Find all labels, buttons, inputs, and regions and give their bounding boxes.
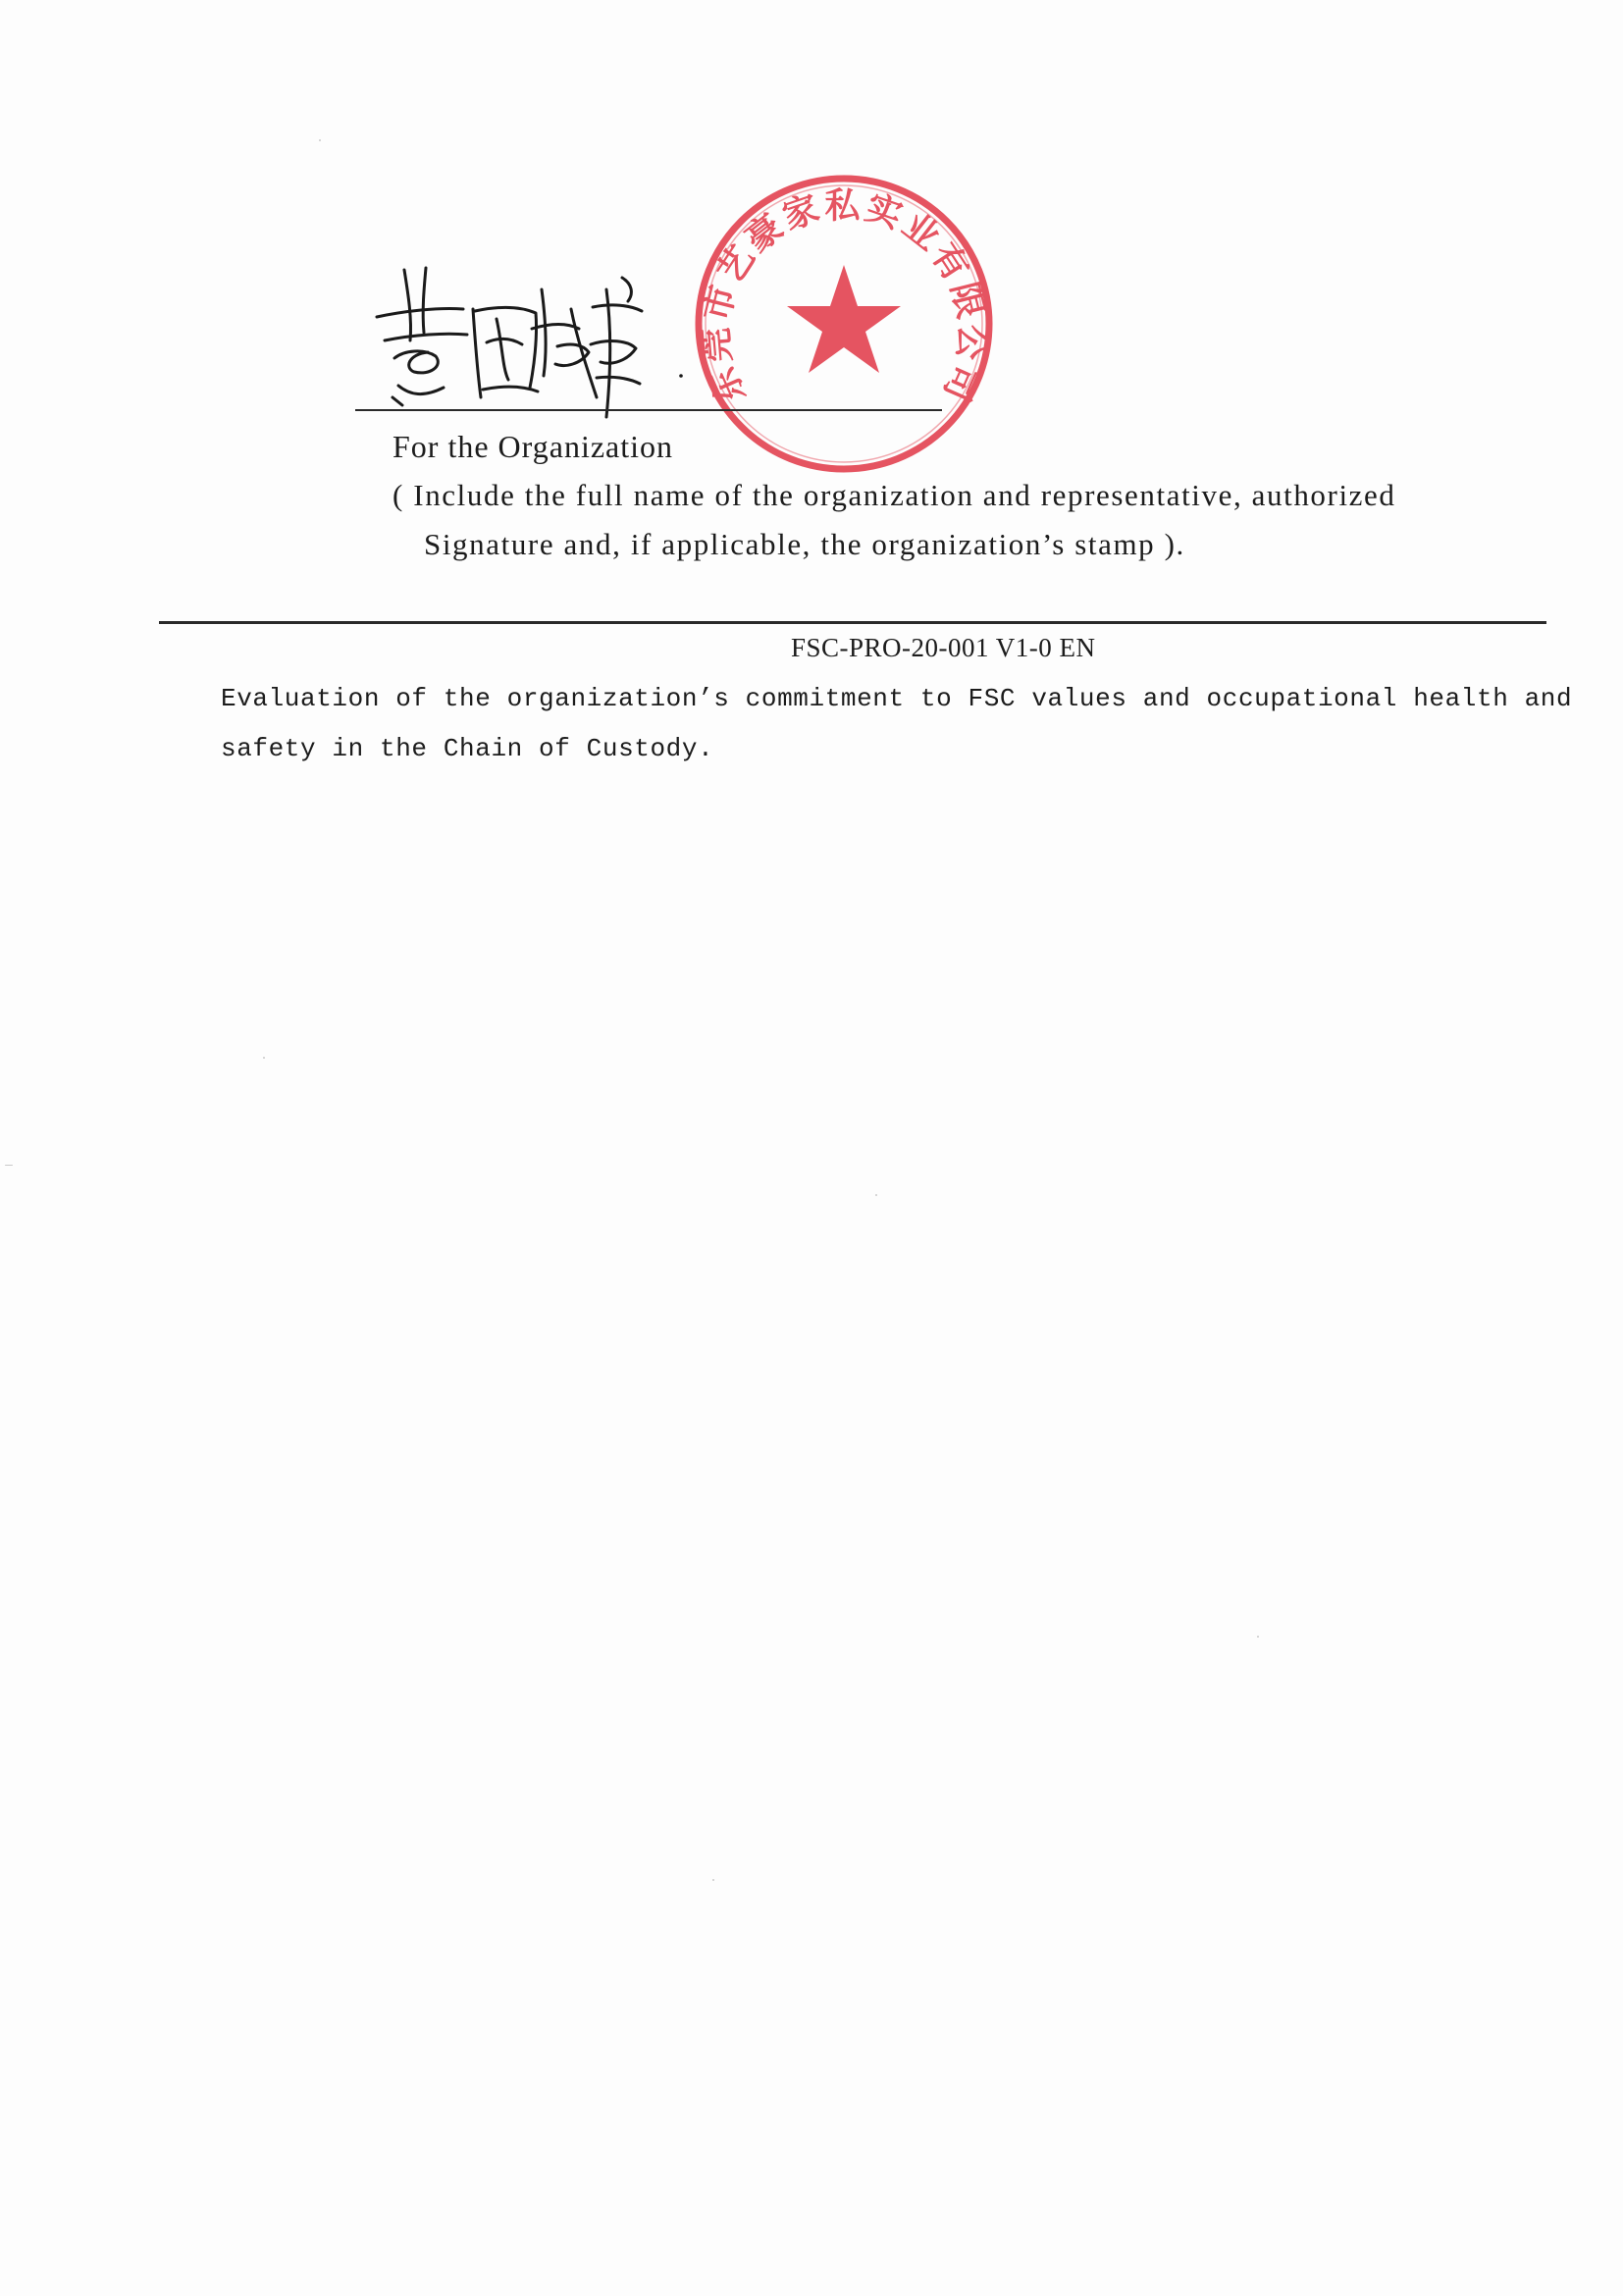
signature-instruction-line-2: Signature and, if applicable, the organization’s stamp ). [424,527,1185,561]
scan-speck [263,1057,265,1059]
scan-speck [319,139,321,141]
handwritten-signature [365,250,689,422]
scan-speck [5,1165,13,1166]
document-title-line-2: safety in the Chain of Custody. [221,734,714,763]
footer-separator-rule [159,621,1546,624]
scan-speck [712,1879,714,1881]
document-code: FSC-PRO-20-001 V1-0 EN [791,633,1096,662]
for-organization-label: For the Organization [393,429,674,464]
svg-text:东莞市艺豪家私实业有限公司: 东莞市艺豪家私实业有限公司 [695,185,993,410]
company-stamp [687,167,1001,481]
signature-line [355,409,942,411]
scan-speck [1257,1636,1259,1638]
document-title-line-1: Evaluation of the organization’s commitment to FSC values and occupational health and [221,684,1573,713]
signature-instruction-line-1: ( Include the full name of the organization and representative, authorized [393,478,1396,512]
scan-speck [875,1194,877,1196]
